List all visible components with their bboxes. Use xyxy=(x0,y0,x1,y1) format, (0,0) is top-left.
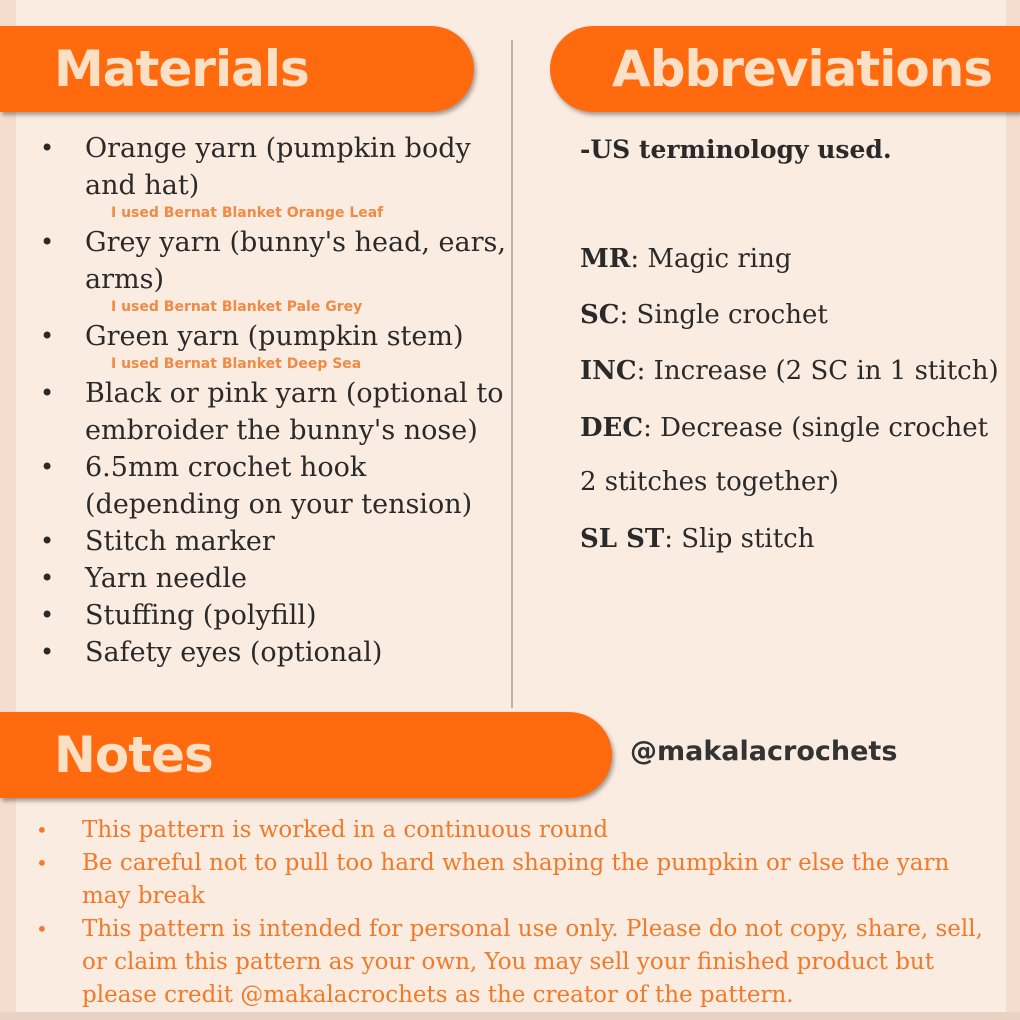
abbreviations-title: Abbreviations xyxy=(612,40,993,98)
column-divider xyxy=(511,40,513,708)
abbreviations-banner xyxy=(550,26,1020,112)
list-item: • 6.5mm crochet hook (depending on your tension) xyxy=(40,449,510,523)
materials-title: Materials xyxy=(54,40,309,98)
yarn-note: I used Bernat Blanket Deep Sea xyxy=(111,356,362,372)
yarn-note: I used Bernat Blanket Pale Grey xyxy=(111,299,363,315)
terminology-note: -US terminology used. xyxy=(580,135,892,164)
list-item: • Grey yarn (bunny's head, ears, arms) I used Bernat Blanket Pale Grey xyxy=(40,224,510,318)
list-item: • Safety eyes (optional) xyxy=(40,634,510,671)
notes-banner xyxy=(0,712,612,798)
abbreviation-dec: DEC: Decrease (single crochet xyxy=(580,413,989,443)
abbreviation-sl-st: SL ST: Slip stitch xyxy=(580,524,815,554)
page-edge-right xyxy=(1006,0,1020,1020)
list-item: • Black or pink yarn (optional to embroider the bunny's nose) xyxy=(40,375,510,449)
list-item: • Yarn needle xyxy=(40,560,510,597)
yarn-note: I used Bernat Blanket Orange Leaf xyxy=(111,205,384,221)
abbreviation-sc: SC: Single crochet xyxy=(580,300,828,330)
materials-list xyxy=(40,130,510,671)
abbreviation-mr: MR: Magic ring xyxy=(580,244,792,274)
abbreviation-dec-continued: 2 stitches together) xyxy=(580,467,839,497)
list-item: • Stuffing (polyfill) xyxy=(40,597,510,634)
list-item: • Orange yarn (pumpkin body and hat) I used Bernat Blanket Orange Leaf xyxy=(40,130,510,224)
notes-title: Notes xyxy=(54,726,213,784)
list-item: • Stitch marker xyxy=(40,523,510,560)
abbreviation-inc: INC: Increase (2 SC in 1 stitch) xyxy=(580,356,999,386)
list-item: • Green yarn (pumpkin stem) I used Bernat Blanket Deep Sea xyxy=(40,318,510,375)
list-item: • This pattern is intended for personal use only. Please do not copy, share, sell, or claim this pattern as your own, You may sell your finished product but please credit @makalacrochets as the creator of the pattern. xyxy=(36,913,986,1012)
list-item: • This pattern is worked in a continuous round xyxy=(36,814,986,847)
social-handle: @makalacrochets xyxy=(630,736,898,767)
page-edge-left xyxy=(0,0,16,1020)
list-item: • Be careful not to pull too hard when shaping the pumpkin or else the yarn may break xyxy=(36,847,986,913)
materials-banner xyxy=(0,26,474,112)
notes-list xyxy=(36,814,986,1012)
page-edge-bottom xyxy=(0,1012,1020,1020)
